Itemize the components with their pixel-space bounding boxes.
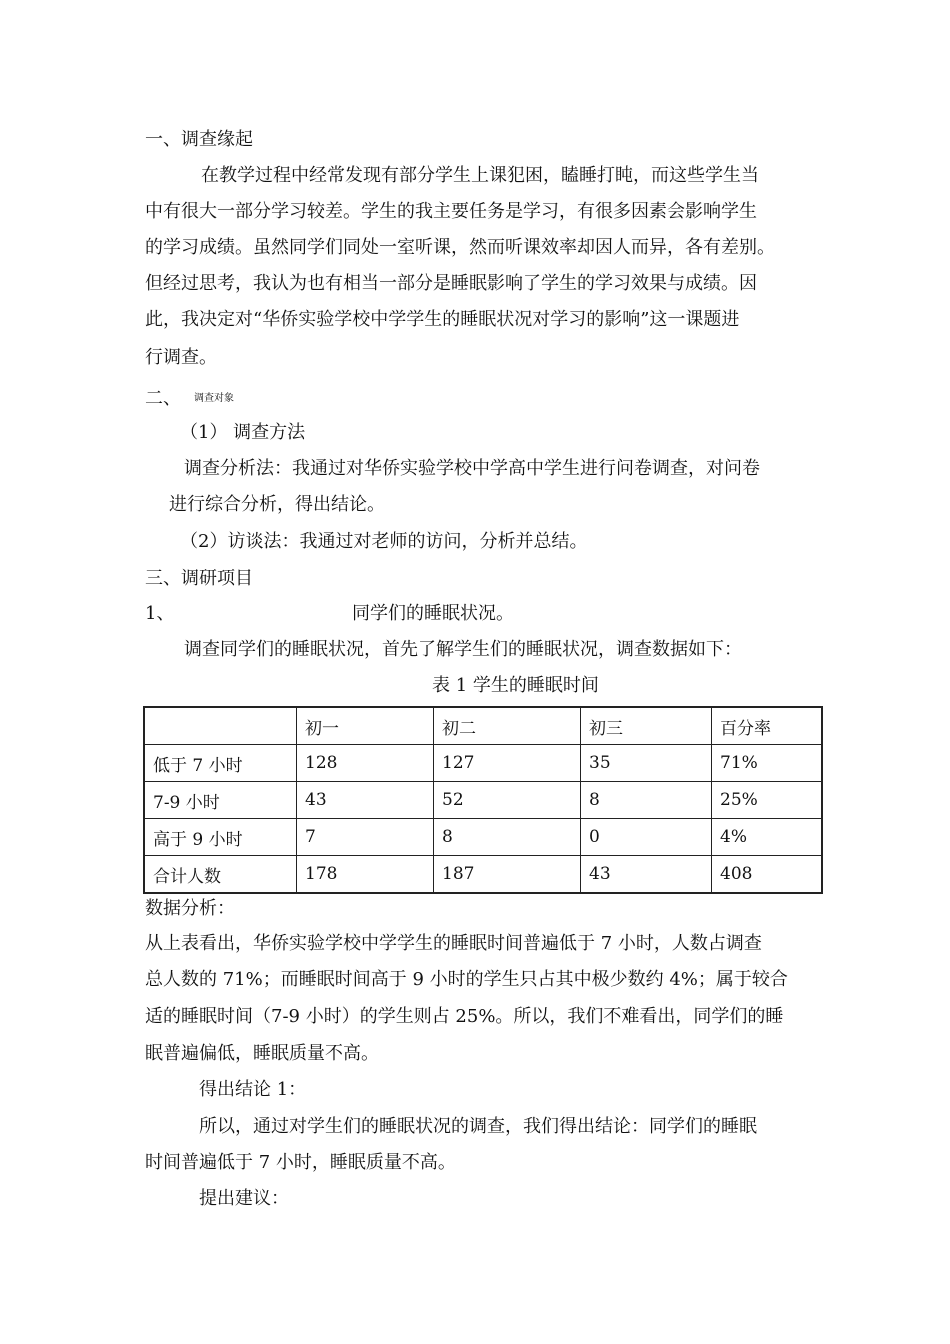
table-caption: 表 1 学生的睡眠时间 bbox=[432, 675, 599, 696]
paragraph-line: 的学习成绩。虽然同学们同处一室听课，然而听课效率却因人而异，各有差别。 bbox=[145, 237, 775, 258]
item-number: 1、 bbox=[145, 603, 175, 624]
table-cell: 合计人数 bbox=[144, 856, 297, 894]
table-intro: 调查同学们的睡眠状况，首先了解学生们的睡眠状况，调查数据如下： bbox=[184, 639, 742, 660]
table-header-cell: 百分率 bbox=[712, 707, 823, 745]
paragraph-line: 在教学过程中经常发现有部分学生上课犯困，瞌睡打盹，而这些学生当 bbox=[201, 165, 759, 186]
table-row bbox=[144, 782, 822, 819]
table-cell: 7 bbox=[297, 819, 434, 856]
table-header-cell bbox=[144, 707, 297, 745]
table-header-cell: 初一 bbox=[297, 707, 434, 745]
table-cell: 4% bbox=[712, 819, 823, 856]
table-cell: 0 bbox=[581, 819, 712, 856]
table-header-row bbox=[144, 707, 822, 745]
paragraph-line: 中有很大一部分学习较差。学生的我主要任务是学习，有很多因素会影响学生 bbox=[145, 201, 757, 222]
table-row bbox=[144, 819, 822, 856]
table-cell: 35 bbox=[581, 745, 712, 782]
table-cell: 8 bbox=[434, 819, 581, 856]
section2-number: 二、 bbox=[145, 388, 181, 409]
paragraph-line: 行调查。 bbox=[145, 347, 217, 368]
table-cell: 178 bbox=[297, 856, 434, 894]
table-cell: 7-9 小时 bbox=[144, 782, 297, 819]
table-header-cell: 初二 bbox=[434, 707, 581, 745]
section2-heading: 调查对象 bbox=[194, 393, 234, 404]
section1-heading: 一、调查缘起 bbox=[145, 129, 253, 150]
section3-heading: 三、调研项目 bbox=[145, 568, 253, 589]
table-cell: 408 bbox=[712, 856, 823, 894]
table-cell: 43 bbox=[297, 782, 434, 819]
conclusion-line: 时间普遍低于 7 小时，睡眠质量不高。 bbox=[145, 1152, 456, 1173]
analysis-line: 眠普遍偏低，睡眠质量不高。 bbox=[145, 1043, 379, 1064]
conclusion-heading: 得出结论 1： bbox=[199, 1079, 307, 1100]
table-cell: 8 bbox=[581, 782, 712, 819]
analysis-line: 从上表看出，华侨实验学校中学学生的睡眠时间普遍低于 7 小时，人数占调查 bbox=[145, 933, 762, 954]
table-row bbox=[144, 745, 822, 782]
paragraph-line: 此，我决定对“华侨实验学校中学学生的睡眠状况对学习的影响”这一课题进 bbox=[145, 309, 740, 330]
method-text-line: 进行综合分析，得出结论。 bbox=[169, 494, 385, 515]
method-title: （1） 调查方法 bbox=[180, 422, 306, 443]
table-row bbox=[144, 856, 822, 894]
suggestion-heading: 提出建议： bbox=[199, 1188, 289, 1209]
item-title: 同学们的睡眠状况。 bbox=[352, 603, 514, 624]
table-cell: 52 bbox=[434, 782, 581, 819]
paragraph-line: 但经过思考，我认为也有相当一部分是睡眠影响了学生的学习效果与成绩。因 bbox=[145, 273, 757, 294]
table-header-cell: 初三 bbox=[581, 707, 712, 745]
table-cell: 高于 9 小时 bbox=[144, 819, 297, 856]
table-cell: 71% bbox=[712, 745, 823, 782]
table-cell: 187 bbox=[434, 856, 581, 894]
sleep-time-table bbox=[143, 706, 823, 894]
conclusion-line: 所以，通过对学生们的睡眠状况的调查，我们得出结论：同学们的睡眠 bbox=[199, 1116, 757, 1137]
table-cell: 25% bbox=[712, 782, 823, 819]
method-text-line: 调查分析法：我通过对华侨实验学校中学高中学生进行问卷调查，对问卷 bbox=[184, 458, 760, 479]
table-cell: 43 bbox=[581, 856, 712, 894]
interview-line: （2）访谈法：我通过对老师的访问，分析并总结。 bbox=[180, 531, 588, 552]
analysis-line: 适的睡眠时间（7-9 小时）的学生则占 25%。所以，我们不难看出，同学们的睡 bbox=[145, 1006, 784, 1027]
analysis-heading: 数据分析： bbox=[145, 898, 235, 919]
table-cell: 低于 7 小时 bbox=[144, 745, 297, 782]
table-cell: 127 bbox=[434, 745, 581, 782]
table-cell: 128 bbox=[297, 745, 434, 782]
analysis-line: 总人数的 71%；而睡眠时间高于 9 小时的学生只占其中极少数约 4%；属于较合 bbox=[145, 969, 788, 990]
